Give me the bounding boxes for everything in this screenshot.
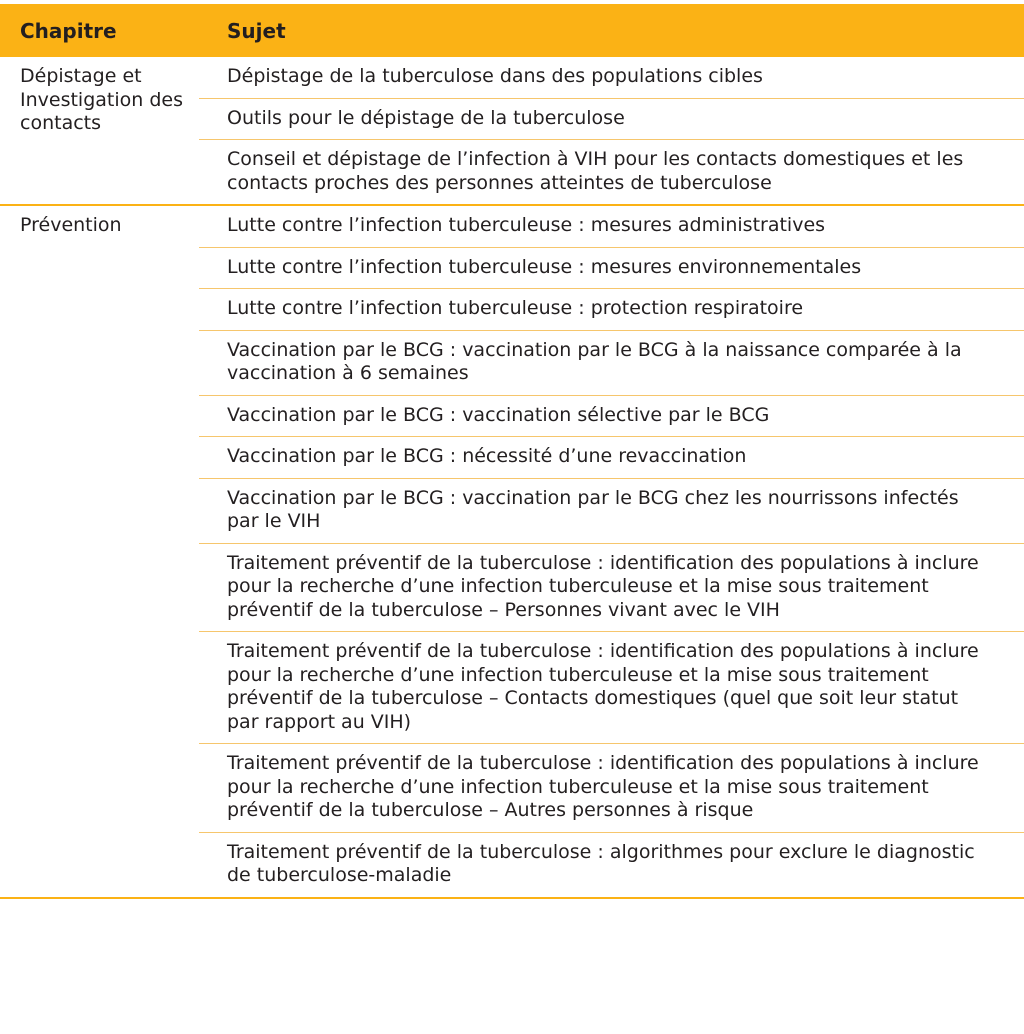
- header-chapter: Chapitre: [0, 4, 199, 57]
- subject-cell: Traitement préventif de la tuberculose : identification des populations à inclure pour la recherche d’une infection tuberculeuse et la mise sous traitement préventif de la tuberculose – Personnes vivant avec le VIH: [199, 543, 1024, 632]
- subject-cell: Conseil et dépistage de l’infection à VIH pour les contacts domestiques et les contacts proches des personnes atteintes de tuberculose: [199, 140, 1024, 206]
- chapter-cell-prevention: Prévention: [0, 205, 199, 898]
- subject-cell: Traitement préventif de la tuberculose : identification des populations à inclure pour la recherche d’une infection tuberculeuse et la mise sous traitement préventif de la tuberculose – Contacts domestiques (quel que soit leur statut par rapport au VIH): [199, 632, 1024, 744]
- subject-cell: Lutte contre l’infection tuberculeuse : protection respiratoire: [199, 289, 1024, 331]
- table-row: [0, 205, 1024, 247]
- subject-cell: Vaccination par le BCG : vaccination par le BCG à la naissance comparée à la vaccination à 6 semaines: [199, 330, 1024, 395]
- subject-cell: Vaccination par le BCG : vaccination par le BCG chez les nourrissons infectés par le VIH: [199, 478, 1024, 543]
- table-header-row: [0, 4, 1024, 57]
- chapter-cell-screening: Dépistage et Investigation des contacts: [0, 57, 199, 205]
- subject-cell: Outils pour le dépistage de la tuberculose: [199, 98, 1024, 140]
- subject-cell: Traitement préventif de la tuberculose : algorithmes pour exclure le diagnostic de tuberculose-maladie: [199, 832, 1024, 898]
- subject-cell: Vaccination par le BCG : nécessité d’une revaccination: [199, 437, 1024, 479]
- subject-cell: Traitement préventif de la tuberculose : identification des populations à inclure pour la recherche d’une infection tuberculeuse et la mise sous traitement préventif de la tuberculose – Autres personnes à risque: [199, 744, 1024, 833]
- table-body: [0, 57, 1024, 898]
- chapter-topic-table: [0, 4, 1024, 899]
- subject-cell: Lutte contre l’infection tuberculeuse : mesures environnementales: [199, 247, 1024, 289]
- table-row: [0, 57, 1024, 98]
- subject-cell: Vaccination par le BCG : vaccination sélective par le BCG: [199, 395, 1024, 437]
- header-subject: Sujet: [199, 4, 1024, 57]
- subject-cell: Lutte contre l’infection tuberculeuse : mesures administratives: [199, 205, 1024, 247]
- subject-cell: Dépistage de la tuberculose dans des populations cibles: [199, 57, 1024, 98]
